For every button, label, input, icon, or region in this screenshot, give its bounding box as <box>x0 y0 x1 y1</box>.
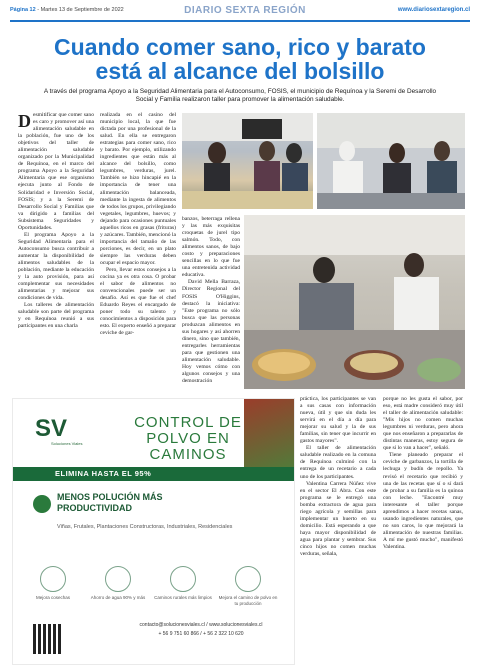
paragraph: Los talleres de alimentación saludable son parte del programa y en Requínoa reunió a sus participantes en una charla <box>18 302 94 330</box>
page-number-date: Página 12 - Martes 13 de Septiembre de 2022 <box>10 7 124 13</box>
leaf-icon <box>33 495 51 513</box>
paragraph: David Mella Barraza, Director Regional del FOSIS O'Higgins, destacó la iniciativa: "Este programa no sólo busca que las personas produzcan alimentos en sus hogares y así ahorren dinero, sino que también, entregarles herramientas para que gestionen una alimentación saludable. Hoy vemos cómo con algunos consejos y una demostración <box>182 279 240 385</box>
photo-food-preparation <box>244 215 465 389</box>
paragraph: Pero, llevar estos consejos a la cocina ya es otra cosa. O probar el sabor de alimentos no convencionales puede ser un desafío. Así es que fue el chef Eduardo Reyes el encargado de poner todo su talento y conocimientos a disposición para esto. El experto enseñó a preparar ceviche de gar- <box>100 267 176 337</box>
article-column-3 <box>182 216 240 396</box>
ad-phones: + 56 9 751 60 866 / + 56 2 322 10 620 <box>158 631 244 637</box>
paragraph: El taller de alimentación saludable realizado en la comuna de Requínoa culminó con la entrega de un recetario a cada uno de los participantes. <box>300 445 376 480</box>
photo-participants-workshop <box>182 113 313 209</box>
paragraph: porque no les gusta el sabor, por eso, está madre consideró muy útil el taller de alimentación saludable: "Mis hijos no comen muchas legumbres ni verduras, pero ahora que nos enseñaron a prepararlas de distintas maneras, estoy segura de que sí lo van a hacer", señaló. <box>383 396 463 452</box>
qr-code[interactable] <box>33 624 63 654</box>
ad-logo: SV <box>35 415 68 442</box>
paragraph: Desmitificar que comer sano es caro y promover así una alimentación saludable en la población, fue uno de los objetivos del taller de alimentación saludable organizado por la Municipalidad de Requínoa, en el marco del programa Apoyo a la Seguridad Alimentaria que ese organismo ejecuta junto al Fondo de Solidaridad e Inversión Social, FOSIS; y a la Seremi de Desarrollo Social y Familias que va dirigido a familias del Subsistema Seguridades y Oportunidades. <box>18 112 94 231</box>
paragraph: El programa Apoyo a la Seguridad Alimentaria para el Autoconsumo busca contribuir a aumentar la disponibilidad de alimentos saludables de la población, mediante la educación y la auto provisión, para así complementar sus necesidades alimentarias y mejorar sus condiciones de vida. <box>18 231 94 302</box>
paragraph: Valentina Carrera Núñez vive en el sector El Abra. Con este programa se le entregó una bomba extractora de agua para riego agrícola y semillas para implementar un huerto en su domicilio. Está esperando a que haya mayor disponibilidad de agua para plantar y sembrar. Sus cinco hijos no comen muchas verduras, señala, <box>300 480 376 558</box>
article-title: Cuando comer sano, rico y barato está al alcance del bolsillo <box>54 34 426 84</box>
ad-contact <box>121 621 281 639</box>
feature-production: Mejora el camino de polvo en tu producción <box>218 566 278 606</box>
ad-banner: ELIMINA HASTA EL 95% <box>13 467 294 481</box>
drop-cap: D <box>18 112 31 131</box>
ad-email-web[interactable]: contacto@solucionesviales.cl / www.solucionesviales.cl <box>139 622 263 628</box>
truck-icon <box>235 566 261 592</box>
advertisement-soluciones-viales[interactable] <box>12 398 295 665</box>
feature-harvest: Mejora cosechas <box>23 566 83 601</box>
feature-roads: Caminos rurales más limpios <box>153 566 213 601</box>
water-drop-icon <box>105 566 131 592</box>
paragraph: Tiene planeado preparar el ceviche de garbanzos, la tortilla de lechuga y budín de repollo. Ya revisó el recetario que recibió y una de las recetas que sí o sí dará de probar a su familia es la quinoa con leche. "Encontré muy interesante el taller porque aprendimos a hacer recetas sanas, usando ingredientes naturales, que no son caros, lo que mejorará la alimentación de nuestras familias. A mí me gustó mucho", manifestó Valentina. <box>383 452 463 550</box>
ad-sectors: Viñas, Frutales, Plantaciones Constructoras, Industriales, Residenciales <box>57 524 233 530</box>
road-icon <box>170 566 196 592</box>
paragraph: práctica, los participantes se van a sus casas con información nueva, útil y que sin duda les servirá en el día a día para mejorar su salud y la de sus familias, sin tener que incurrir en gastos mayores". <box>300 396 376 445</box>
feature-water: Ahorro de agua 90% y más <box>88 566 148 601</box>
ad-tagline: MENOS POLUCIÓN MÁS PRODUCTIVIDAD <box>57 492 163 513</box>
paragraph: realizada en el casino del municipio local, la que fue dictada por una profesional de la salud. En ella se entregaron estrategias para comer sano, rico y barato. Por ejemplo, utilizando ingredientes que están más al alcance del bolsillo, como legumbres, verduras, jurel. También se hizo hincapié en la importancia de tener una alimentación balanceada, mediante la ingesta de alimentos de todos los grupos, privilegiando vegetales, legumbres, huevos; y dejando para ocasiones puntuales aquellos ricos en grasas (frituras) y azúcares. También, mencionó la importancia del tamaño de las porciones, es decir, en un plato siempre las verduras deben ocupar el espacio mayor. <box>100 112 176 266</box>
photo-chef-and-officials <box>317 113 465 209</box>
article-column-4 <box>300 396 376 666</box>
article-column-5 <box>383 396 463 666</box>
article-column-2 <box>100 112 176 395</box>
harvest-icon <box>40 566 66 592</box>
page-header <box>10 6 470 22</box>
paragraph: banzos, beterraga rellena y las más exquisitas croquetas de jurel tipo salmón. Todo, con alimentos sanos, de bajo costo y preparaciones sencillas en lo que fue una entretenida actividad educativa. <box>182 216 240 279</box>
ad-headline: CONTROL DE POLVO EN CAMINOS <box>134 414 242 463</box>
newspaper-name: DIARIO SEXTA REGIÓN <box>184 5 306 16</box>
article-column-1 <box>18 112 94 395</box>
article-lead: A través del programa Apoyo a la Seguridad Alimentaria para el Autoconsumo, FOSIS, el municipio de Requínoa y la Seremi de Desarrollo Social y Familia realizaron taller para promover la alimentación saludable. <box>43 88 437 104</box>
website-url[interactable]: www.diariosextaregion.cl <box>397 7 470 13</box>
ad-logo-subtitle: Soluciones Viales <box>51 441 83 446</box>
